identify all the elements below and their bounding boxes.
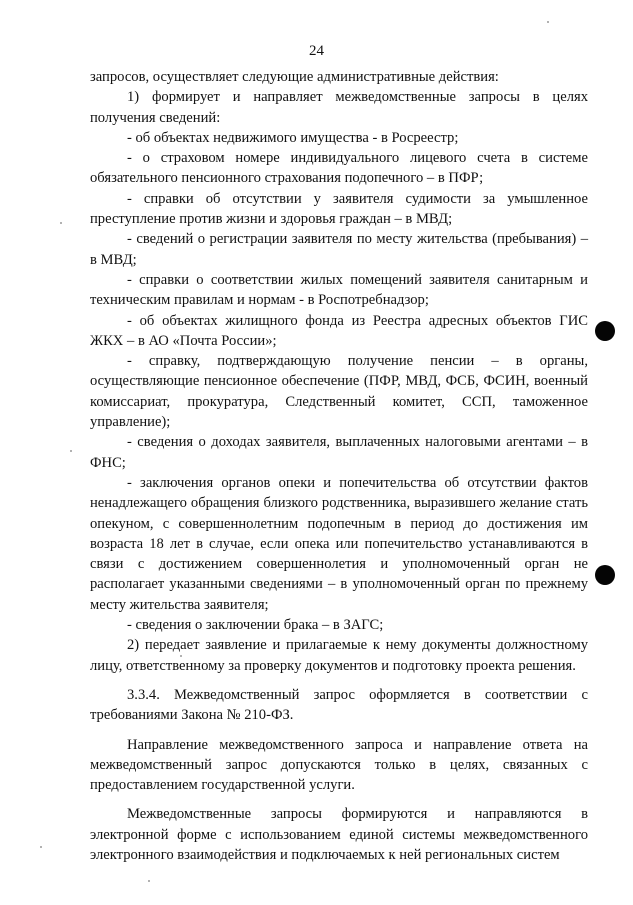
list-item-pension: - справку, подтверждающую получение пенсии – в органы, осуществляющие пенсионное обеспечение (ПФР, МВД, ФСБ, ФСИН, военный комиссариат, прокуратура, Следственный комитет, ССП, таможенное управление); [90,353,588,431]
punch-hole-mark [595,565,615,585]
paragraph-electronic-form: Межведомственные запросы формируются и направляются в электронной форме с использованием единой системы межведомственного электронного взаимодействия и подключаемых к ней региональных систем [90,806,588,863]
scan-speck [180,655,182,657]
scan-speck [40,846,42,848]
paragraph-item-2: 2) передает заявление и прилагаемые к нему документы должностному лицу, ответственному за проверку документов и подготовку проекта решения. [90,637,588,674]
list-item-pfr: - о страховом номере индивидуального лицевого счета в системе обязательного пенсионного страхования подопечного – в ПФР; [90,150,588,187]
list-item-rospotrebnadzor: - справки о соответствии жилых помещений заявителя санитарным и техническим правилам и нормам - в Роспотребнадзор; [90,271,588,309]
page-number: 24 [309,43,324,59]
list-item-mvd-conviction: - справки об отсутствии у заявителя судимости за умышленное преступление против жизни и здоровья граждан – в МВД; [90,190,588,228]
list-item-gis-zhkh: - об объектах жилищного фонда из Реестра адресных объектов ГИС ЖКХ – в АО «Почта России»; [90,312,588,349]
scan-speck [60,222,62,224]
list-item-guardianship: - заключения органов опеки и попечительства об отсутствии фактов ненадлежащего обращения близкого родственника, выразившего желание стать опекуном, с совершеннолетним подопечным в период до достижения им возраста 18 лет в случае, если опека или попечительство устанавливаются в связи с достижением совершеннолетия и уполномоченный орган не располагает указанными сведениями – в уполномоченный орган по прежнему месту жительства заявителя; [90,474,588,613]
paragraph-3-3-4: 3.3.4. Межведомственный запрос оформляется в соответствии с требованиями Закона № 210-ФЗ. [90,686,588,724]
scan-speck [547,21,549,23]
paragraph-continuation: запросов, осуществляет следующие административные действия: [90,69,499,85]
scan-speck [148,880,150,882]
paragraph-item-1: 1) формирует и направляет межведомственные запросы в целях получения сведений: [90,89,588,126]
list-item-mvd-registration: - сведений о регистрации заявителя по месту жительства (пребывания) – в МВД; [90,231,588,268]
paragraph-request-purpose: Направление межведомственного запроса и направление ответа на межведомственный запрос допускаются только в целях, связанных с предоставлением государственной услуги. [90,736,588,794]
punch-hole-mark [595,321,615,341]
list-item-fns: - сведения о доходах заявителя, выплаченных налоговыми агентами – в ФНС; [90,434,588,471]
list-item-rosreestr: - об объектах недвижимого имущества - в Росреестр; [127,129,459,146]
list-item-zags: - сведения о заключении брака – в ЗАГС; [127,617,384,634]
scan-speck [70,450,72,452]
document-body [90,67,588,865]
